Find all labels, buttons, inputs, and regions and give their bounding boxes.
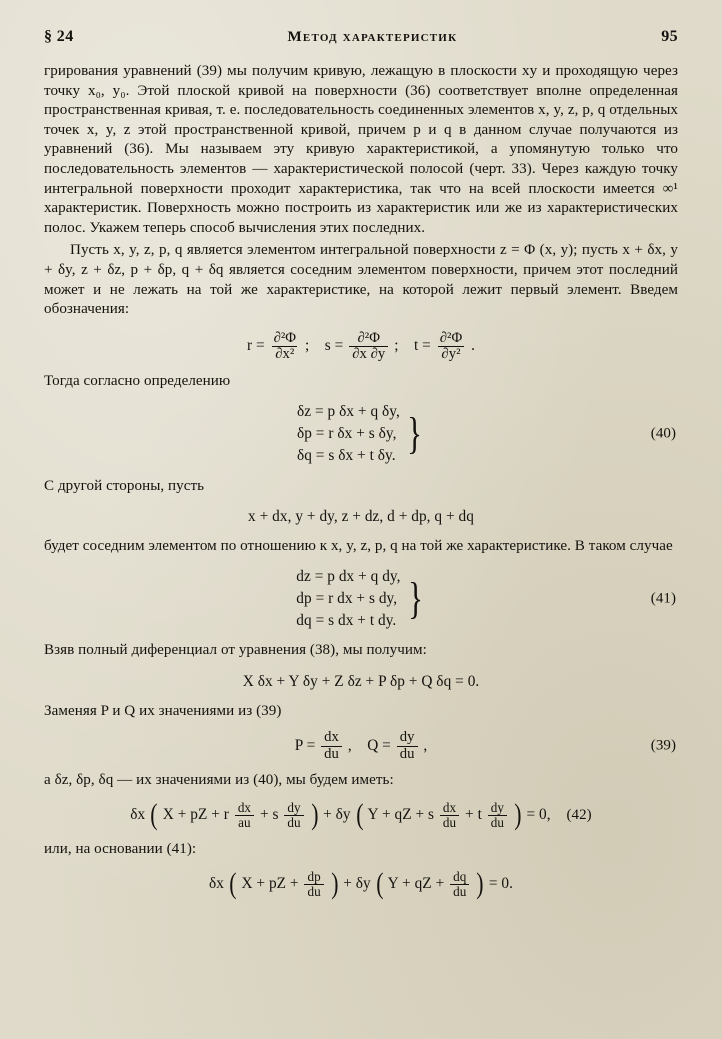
running-title: Метод характеристик (287, 29, 458, 45)
final-delta-x: δx (208, 875, 224, 893)
page-header (44, 28, 678, 46)
eq42-f1-num: dx (237, 800, 252, 816)
P-fraction (321, 730, 342, 762)
left-paren-2: ( (355, 798, 364, 831)
paragraph-1: грирования уравнений (39) мы получим кривую, лежащую в плоскости xy и проходящую через точку x₀, y₀. Этой плоской кривой на поверхности (36) соответствует вполне определенная пространственная кривая, т. е. последовательность соединенных элементов x, y, z, p, q отдельных точек x, y, z этой пространственной кривой, причем p и q в данном случае получаются из уравнений (36). Мы называем эту кривую характеристикой, а упомянутую только что последовательность элементов — характеристической полосой (черт. 33). Через каждую точку интегральной поверхности проходит характеристика, так что на всей плоскости имеется ∞¹ характеристик. Поверхность можно построить из характеристик или же из характеристических полос. Укажем теперь способ вычисления этих последних. (44, 63, 678, 236)
page-number: 95 (661, 28, 678, 45)
right-paren-1: ) (310, 798, 319, 831)
right-paren-2: ) (514, 798, 522, 831)
equation-derivatives (44, 331, 678, 363)
r-fraction (271, 331, 300, 363)
equation-total-differential: X δx + Y δy + Z δz + P δp + Q δq = 0. (242, 672, 480, 690)
right-paren-1: ) (330, 867, 339, 900)
eq42-delta-x: δx (130, 806, 146, 824)
equation-final (44, 867, 678, 900)
t-numerator: ∂²Φ (439, 329, 463, 346)
derivative-r (246, 329, 313, 363)
eq42-fraction-1 (235, 801, 254, 829)
eq42-term-b: X + pZ + r (162, 806, 229, 824)
r-denominator: ∂x² (272, 346, 297, 362)
r-label: r = (246, 337, 265, 355)
equation-41-line-3: dq = s dx + t dy. (296, 612, 397, 630)
eq42-f2-den: du (284, 815, 303, 830)
P-denominator: du (321, 746, 342, 762)
paragraph-5: будет соседним элементом по отношению к x, y, z, p, q на той же характеристике. В таком случае (44, 538, 673, 555)
equation-39-number: (39) (650, 737, 676, 754)
final-fraction-1 (304, 870, 323, 898)
equation-40-system (297, 401, 425, 468)
final-term-c: + δy (343, 875, 371, 893)
equation-40-line-3: δq = s δx + t δy. (296, 447, 396, 465)
s-denominator: ∂x ∂y (349, 346, 388, 362)
equation-40-number: (40) (650, 425, 676, 442)
equation-41-line-1: dz = p dx + q dy, (296, 567, 401, 585)
separator-1: ; (304, 337, 310, 355)
eq42-fraction-3 (440, 801, 459, 829)
eq42-term-g: = 0, (526, 806, 551, 824)
eq42-term-f: + t (465, 806, 482, 824)
equation-final-content (208, 867, 513, 900)
eq42-fraction-2 (284, 801, 303, 829)
paragraph-8: а δz, δp, δq — их значениями из (40), мы будем иметь: (44, 771, 394, 788)
equation-41-system (296, 566, 425, 633)
t-label: t = (414, 337, 431, 355)
s-numerator: ∂²Φ (357, 329, 381, 346)
Q-numerator: dy (399, 729, 415, 746)
right-brace-icon: } (407, 409, 422, 459)
left-paren-1: ( (229, 867, 237, 900)
final-f1-den: du (304, 884, 323, 899)
section-number: § 24 (44, 28, 74, 45)
equation-42-number: (42) (566, 807, 592, 824)
Q-label: Q = (367, 736, 391, 754)
eq42-fraction-4 (488, 801, 507, 829)
eq42-term-c: + s (259, 806, 279, 824)
paragraph-4: С другой стороны, пусть (44, 477, 205, 494)
Q-denominator: du (397, 746, 418, 762)
s-label: s = (324, 337, 344, 355)
paragraph-7: Заменяя P и Q их значениями из (39) (44, 702, 282, 719)
equation-41-lines (296, 566, 400, 633)
eq42-term-e: Y + qZ + s (367, 806, 435, 824)
paragraph-9: или, на основании (41): (44, 840, 197, 857)
right-paren-2: ) (476, 867, 484, 900)
left-paren-1: ( (150, 798, 158, 831)
page-body (44, 62, 678, 899)
final-fraction-2 (450, 870, 469, 898)
equation-41-number: (41) (650, 590, 676, 607)
final-f2-num: dq (453, 869, 467, 885)
final-f1-num: dp (307, 869, 321, 885)
t-denominator: ∂y² (438, 346, 463, 362)
P-numerator: dx (324, 729, 339, 746)
equation-40-line-2: δp = r δx + s δy, (296, 425, 397, 443)
final-term-d: Y + qZ + (387, 875, 445, 893)
r-numerator: ∂²Φ (273, 329, 297, 346)
right-brace-icon: } (407, 574, 423, 624)
equation-40-line-1: δz = p δx + q δy, (296, 403, 400, 421)
eq42-f3-den: du (440, 815, 459, 830)
comma-separator: , (347, 736, 352, 754)
equation-40 (44, 401, 678, 468)
eq42-f4-den: du (488, 815, 507, 830)
separator-2: ; (394, 337, 399, 355)
final-term-e: = 0. (488, 875, 513, 893)
Q-fraction (397, 730, 418, 762)
eq42-f4-num: dy (490, 800, 505, 816)
eq42-f1-den: au (235, 815, 254, 830)
trailing-comma: , (423, 736, 428, 754)
equation-42 (44, 798, 678, 831)
t-fraction (437, 331, 466, 363)
eq42-f2-num: dy (287, 800, 301, 816)
eq42-f3-num: dx (442, 800, 457, 816)
P-label: P = (294, 736, 316, 754)
equation-neighbor-element: x + dx, y + dy, z + dz, d + dp, q + dq (248, 508, 474, 526)
paragraph-6: Взяв полный диференциал от уравнения (38), мы получим: (44, 642, 427, 659)
left-paren-2: ( (375, 867, 384, 900)
equation-39-content (294, 729, 428, 762)
eq42-term-d: + δy (323, 806, 351, 824)
equation-40-lines (297, 401, 400, 468)
equation-41 (44, 566, 678, 633)
equation-41-line-2: dp = r dx + s dy, (296, 589, 398, 607)
equation-39 (44, 730, 678, 762)
final-term-b: X + pZ + (241, 875, 299, 893)
final-f2-den: du (450, 884, 469, 899)
period-end: . (471, 337, 476, 355)
paragraph-2: Пусть x, y, z, p, q является элементом интегральной поверхности z = Φ (x, y); пусть x + δx, y + δy, z + δz, p + δp, q + δq является соседним элементом поверхности, причем этот последний может и не лежать на той же характеристике, на которой лежит первый элемент. Введем обозначения: (44, 242, 678, 318)
derivative-t (414, 329, 476, 363)
paragraph-3: Тогда согласно определению (44, 373, 231, 390)
s-fraction (349, 331, 388, 363)
equation-42-content (130, 798, 592, 831)
